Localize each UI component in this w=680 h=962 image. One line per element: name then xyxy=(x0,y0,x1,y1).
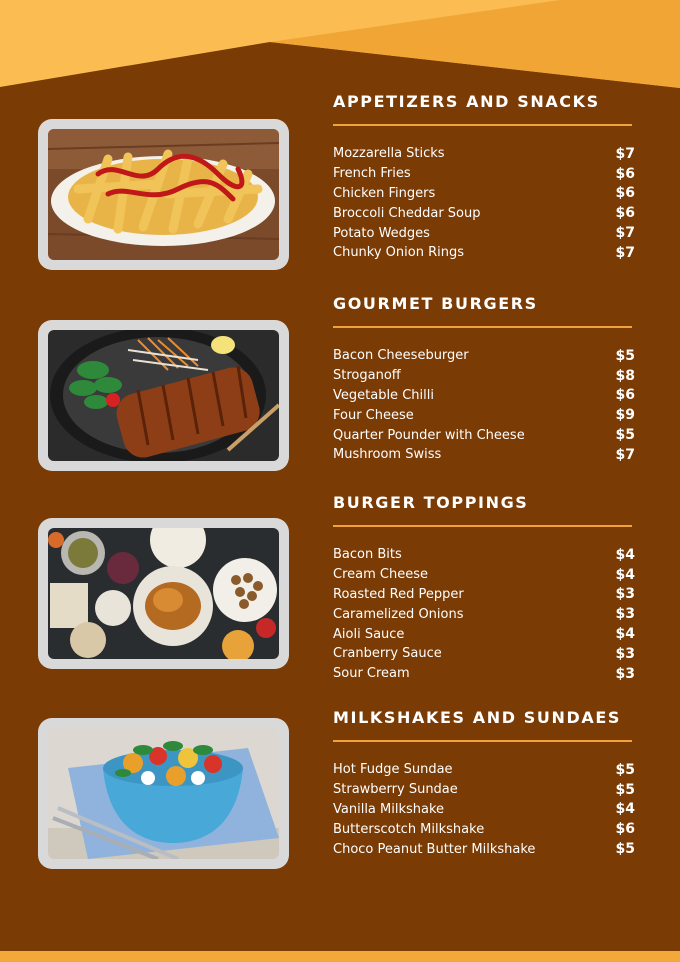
item-price: $6 xyxy=(615,185,635,202)
photo-frame-burgers xyxy=(38,320,289,471)
item-name: French Fries xyxy=(333,166,411,182)
item-price: $7 xyxy=(615,244,635,261)
menu-item xyxy=(333,203,635,223)
item-name: Bacon Bits xyxy=(333,547,402,563)
item-price: $6 xyxy=(615,387,635,404)
item-name: Roasted Red Pepper xyxy=(333,586,464,602)
salad-bowl-photo xyxy=(48,728,279,859)
menu-item xyxy=(333,184,635,204)
item-name: Chunky Onion Rings xyxy=(333,245,465,261)
section-title: APPETIZERS AND SNACKS xyxy=(333,92,600,111)
item-price: $6 xyxy=(615,205,635,222)
menu-item xyxy=(333,545,635,565)
menu-item xyxy=(333,386,635,406)
item-name: Chicken Fingers xyxy=(333,185,436,201)
item-price: $3 xyxy=(615,645,635,662)
item-price: $3 xyxy=(615,606,635,623)
item-price: $5 xyxy=(615,841,635,858)
section-divider xyxy=(333,525,632,527)
menu-item xyxy=(333,405,635,425)
menu-item xyxy=(333,164,635,184)
menu-item xyxy=(333,644,635,664)
item-name: Choco Peanut Butter Milkshake xyxy=(333,841,536,857)
photo-frame-toppings xyxy=(38,518,289,669)
item-price: $7 xyxy=(615,446,635,463)
item-list xyxy=(333,545,635,684)
item-name: Potato Wedges xyxy=(333,225,430,241)
item-list xyxy=(333,144,635,263)
menu-item xyxy=(333,243,635,263)
item-name: Butterscotch Milkshake xyxy=(333,821,485,837)
menu-item xyxy=(333,223,635,243)
item-price: $3 xyxy=(615,665,635,682)
chicken-plate-photo xyxy=(48,330,279,461)
menu-item xyxy=(333,839,635,859)
item-price: $9 xyxy=(615,407,635,424)
item-name: Sour Cream xyxy=(333,666,410,682)
item-name: Bacon Cheeseburger xyxy=(333,348,469,364)
item-name: Cranberry Sauce xyxy=(333,646,442,662)
item-price: $4 xyxy=(615,566,635,583)
menu-item xyxy=(333,800,635,820)
item-price: $4 xyxy=(615,801,635,818)
section-title: BURGER TOPPINGS xyxy=(333,493,529,512)
section-appetizers xyxy=(333,92,635,263)
item-price: $4 xyxy=(615,626,635,643)
item-name: Aioli Sauce xyxy=(333,626,405,642)
item-list xyxy=(333,346,635,465)
section-toppings xyxy=(333,493,635,684)
item-price: $6 xyxy=(615,821,635,838)
menu-item xyxy=(333,760,635,780)
item-price: $7 xyxy=(615,225,635,242)
item-price: $7 xyxy=(615,145,635,162)
fries-photo xyxy=(48,129,279,260)
section-divider xyxy=(333,326,632,328)
menu-item xyxy=(333,604,635,624)
item-price: $5 xyxy=(615,427,635,444)
item-name: Vegetable Chilli xyxy=(333,387,434,403)
photo-frame-appetizers xyxy=(38,119,289,270)
menu-item xyxy=(333,366,635,386)
item-name: Strawberry Sundae xyxy=(333,782,458,798)
bottom-decorative-band xyxy=(0,951,680,962)
section-title: MILKSHAKES AND SUNDAES xyxy=(333,708,622,727)
menu-item xyxy=(333,780,635,800)
menu-item xyxy=(333,425,635,445)
item-name: Mozzarella Sticks xyxy=(333,146,445,162)
item-name: Quarter Pounder with Cheese xyxy=(333,427,525,443)
item-name: Cream Cheese xyxy=(333,567,428,583)
item-price: $4 xyxy=(615,546,635,563)
item-list xyxy=(333,760,635,859)
item-name: Four Cheese xyxy=(333,407,414,423)
menu-item xyxy=(333,144,635,164)
menu-item xyxy=(333,624,635,644)
menu-item xyxy=(333,565,635,585)
section-burgers xyxy=(333,294,635,465)
menu-item xyxy=(333,346,635,366)
section-title: GOURMET BURGERS xyxy=(333,294,538,313)
item-name: Broccoli Cheddar Soup xyxy=(333,205,481,221)
menu-item xyxy=(333,664,635,684)
item-price: $3 xyxy=(615,586,635,603)
item-price: $6 xyxy=(615,165,635,182)
top-decorative-band xyxy=(0,0,680,95)
item-price: $5 xyxy=(615,347,635,364)
item-price: $5 xyxy=(615,781,635,798)
item-name: Caramelized Onions xyxy=(333,606,464,622)
item-price: $5 xyxy=(615,761,635,778)
section-milkshakes xyxy=(333,708,635,859)
item-name: Mushroom Swiss xyxy=(333,447,442,463)
menu-item xyxy=(333,819,635,839)
menu-item xyxy=(333,445,635,465)
table-spread-photo xyxy=(48,528,279,659)
section-divider xyxy=(333,740,632,742)
menu-item xyxy=(333,585,635,605)
item-price: $8 xyxy=(615,367,635,384)
photo-frame-milkshakes xyxy=(38,718,289,869)
item-name: Vanilla Milkshake xyxy=(333,801,445,817)
section-divider xyxy=(333,124,632,126)
item-name: Stroganoff xyxy=(333,368,401,384)
item-name: Hot Fudge Sundae xyxy=(333,762,453,778)
